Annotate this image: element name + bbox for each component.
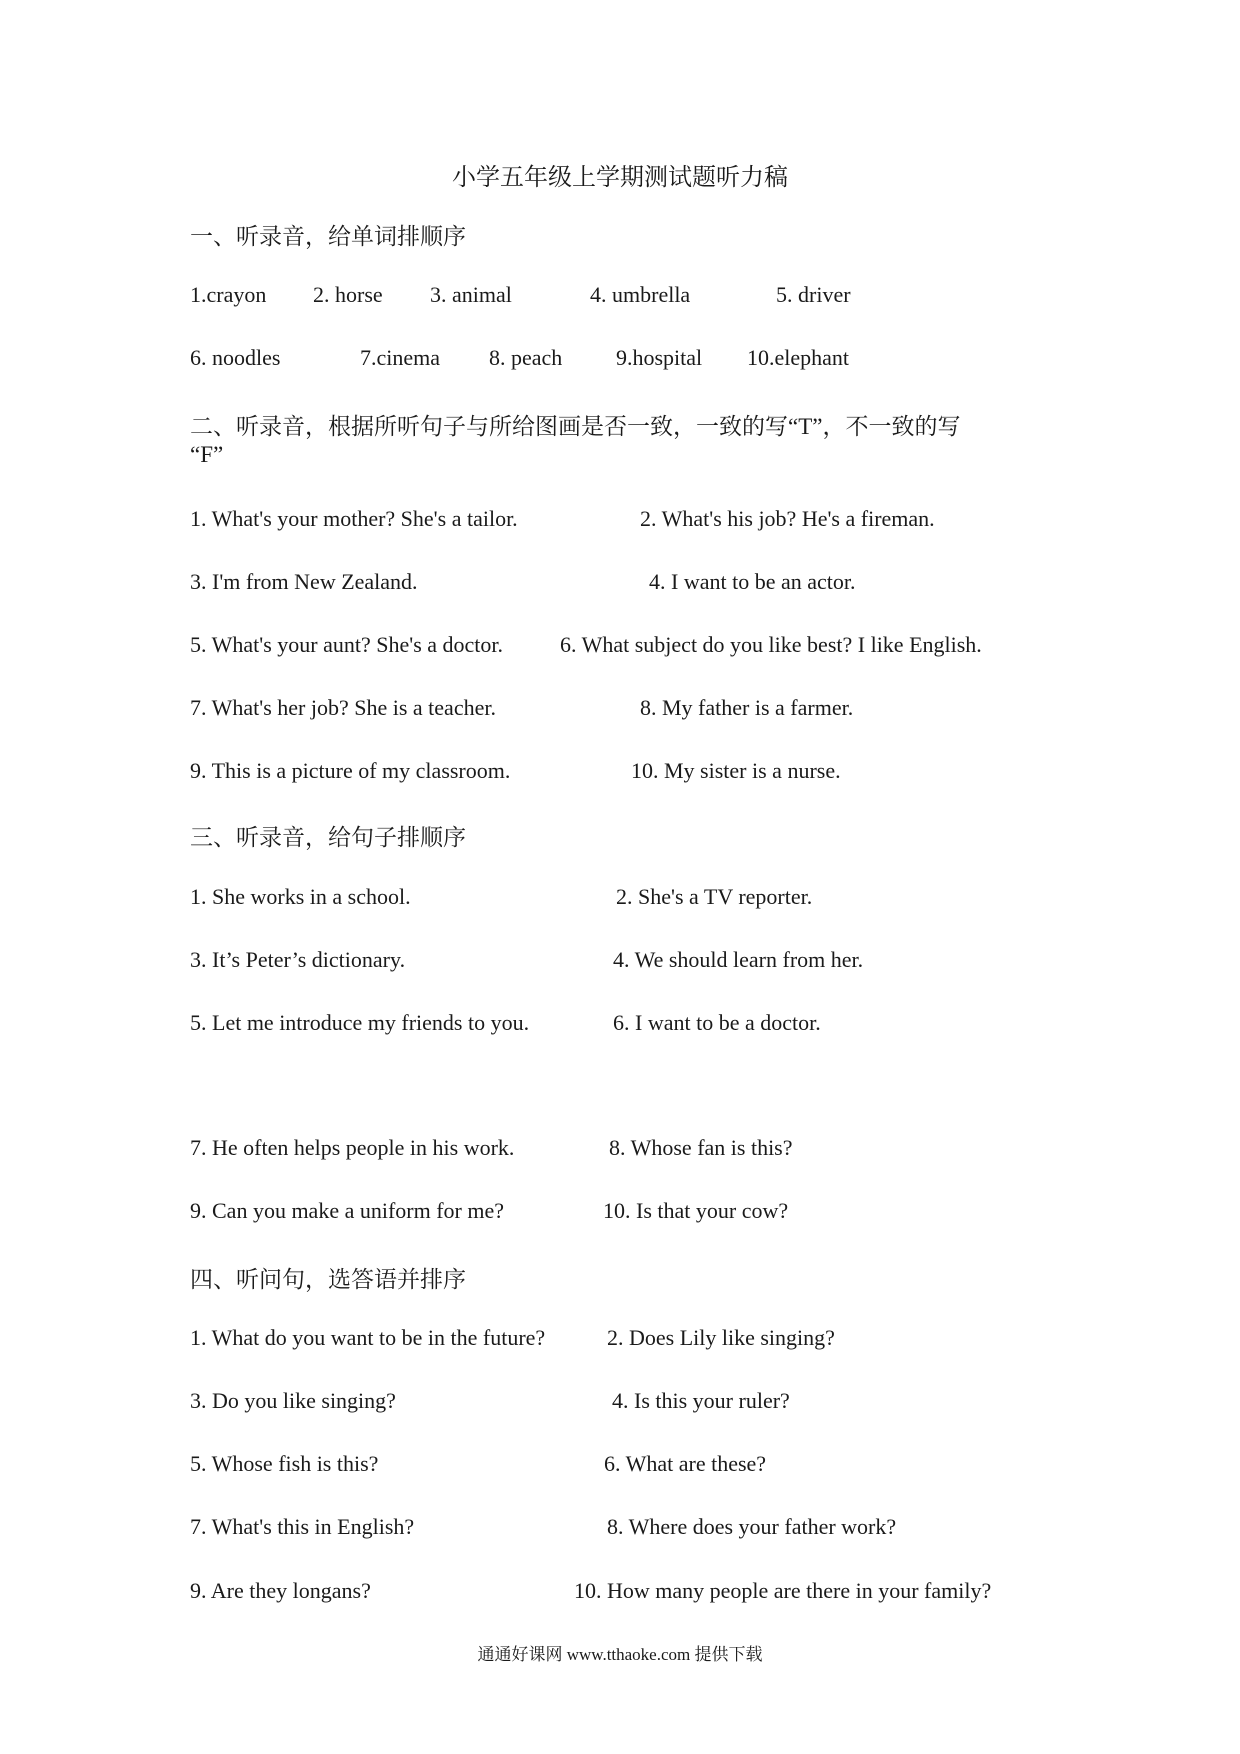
section-2-heading-cont: “F” <box>190 442 224 467</box>
sentence-item: 6. I want to be a doctor. <box>613 1010 821 1035</box>
sentence-item: 7. He often helps people in his work. <box>190 1135 515 1160</box>
section-1-heading: 一、听录音，给单词排顺序 <box>190 224 466 249</box>
question-item: 7. What's this in English? <box>190 1514 415 1539</box>
footer-text: 通通好课网 www.tthaoke.com 提供下载 <box>477 1645 763 1664</box>
sentence-item: 4. I want to be an actor. <box>649 569 856 594</box>
question-item: 9. Are they longans? <box>190 1578 371 1603</box>
page-title: 小学五年级上学期测试题听力稿 <box>452 165 788 191</box>
word-item: 4. umbrella <box>590 282 691 307</box>
word-item: 6. noodles <box>190 345 281 370</box>
word-item: 3. animal <box>430 282 512 307</box>
question-item: 3. Do you like singing? <box>190 1388 396 1413</box>
word-item: 1.crayon <box>190 282 267 307</box>
sentence-item: 10. My sister is a nurse. <box>631 758 841 783</box>
sentence-item: 1. What's your mother? She's a tailor. <box>190 506 518 531</box>
sentence-item: 9. Can you make a uniform for me? <box>190 1198 505 1223</box>
sentence-item: 2. What's his job? He's a fireman. <box>640 506 935 531</box>
section-3-heading: 三、听录音，给句子排顺序 <box>190 825 466 850</box>
question-item: 4. Is this your ruler? <box>612 1388 790 1413</box>
sentence-item: 3. I'm from New Zealand. <box>190 569 418 594</box>
sentence-item: 3. It’s Peter’s dictionary. <box>190 947 406 972</box>
word-item: 9.hospital <box>616 345 703 370</box>
sentence-item: 9. This is a picture of my classroom. <box>190 758 511 783</box>
sentence-item: 5. Let me introduce my friends to you. <box>190 1010 530 1035</box>
question-item: 1. What do you want to be in the future? <box>190 1325 546 1350</box>
question-item: 10. How many people are there in your family? <box>574 1578 992 1603</box>
sentence-item: 8. Whose fan is this? <box>609 1135 793 1160</box>
sentence-item: 8. My father is a farmer. <box>640 695 854 720</box>
sentence-item: 1. She works in a school. <box>190 884 411 909</box>
sentence-item: 7. What's her job? She is a teacher. <box>190 695 496 720</box>
word-item: 10.elephant <box>747 345 850 370</box>
sentence-item: 2. She's a TV reporter. <box>616 884 813 909</box>
sentence-item: 5. What's your aunt? She's a doctor. <box>190 632 504 657</box>
sentence-item: 4. We should learn from her. <box>613 947 864 972</box>
section-2-heading: 二、听录音，根据所听句子与所给图画是否一致，一致的写“T”，不一致的写 <box>190 414 961 439</box>
question-item: 8. Where does your father work? <box>607 1514 897 1539</box>
word-item: 5. driver <box>776 282 851 307</box>
word-item: 8. peach <box>489 345 563 370</box>
word-item: 2. horse <box>313 282 383 307</box>
word-item: 7.cinema <box>360 345 441 370</box>
question-item: 6. What are these? <box>604 1451 767 1476</box>
sentence-item: 6. What subject do you like best? I like English. <box>560 632 982 657</box>
question-item: 2. Does Lily like singing? <box>607 1325 835 1350</box>
section-4-heading: 四、听问句，选答语并排序 <box>190 1267 466 1292</box>
question-item: 5. Whose fish is this? <box>190 1451 379 1476</box>
sentence-item: 10. Is that your cow? <box>603 1198 789 1223</box>
